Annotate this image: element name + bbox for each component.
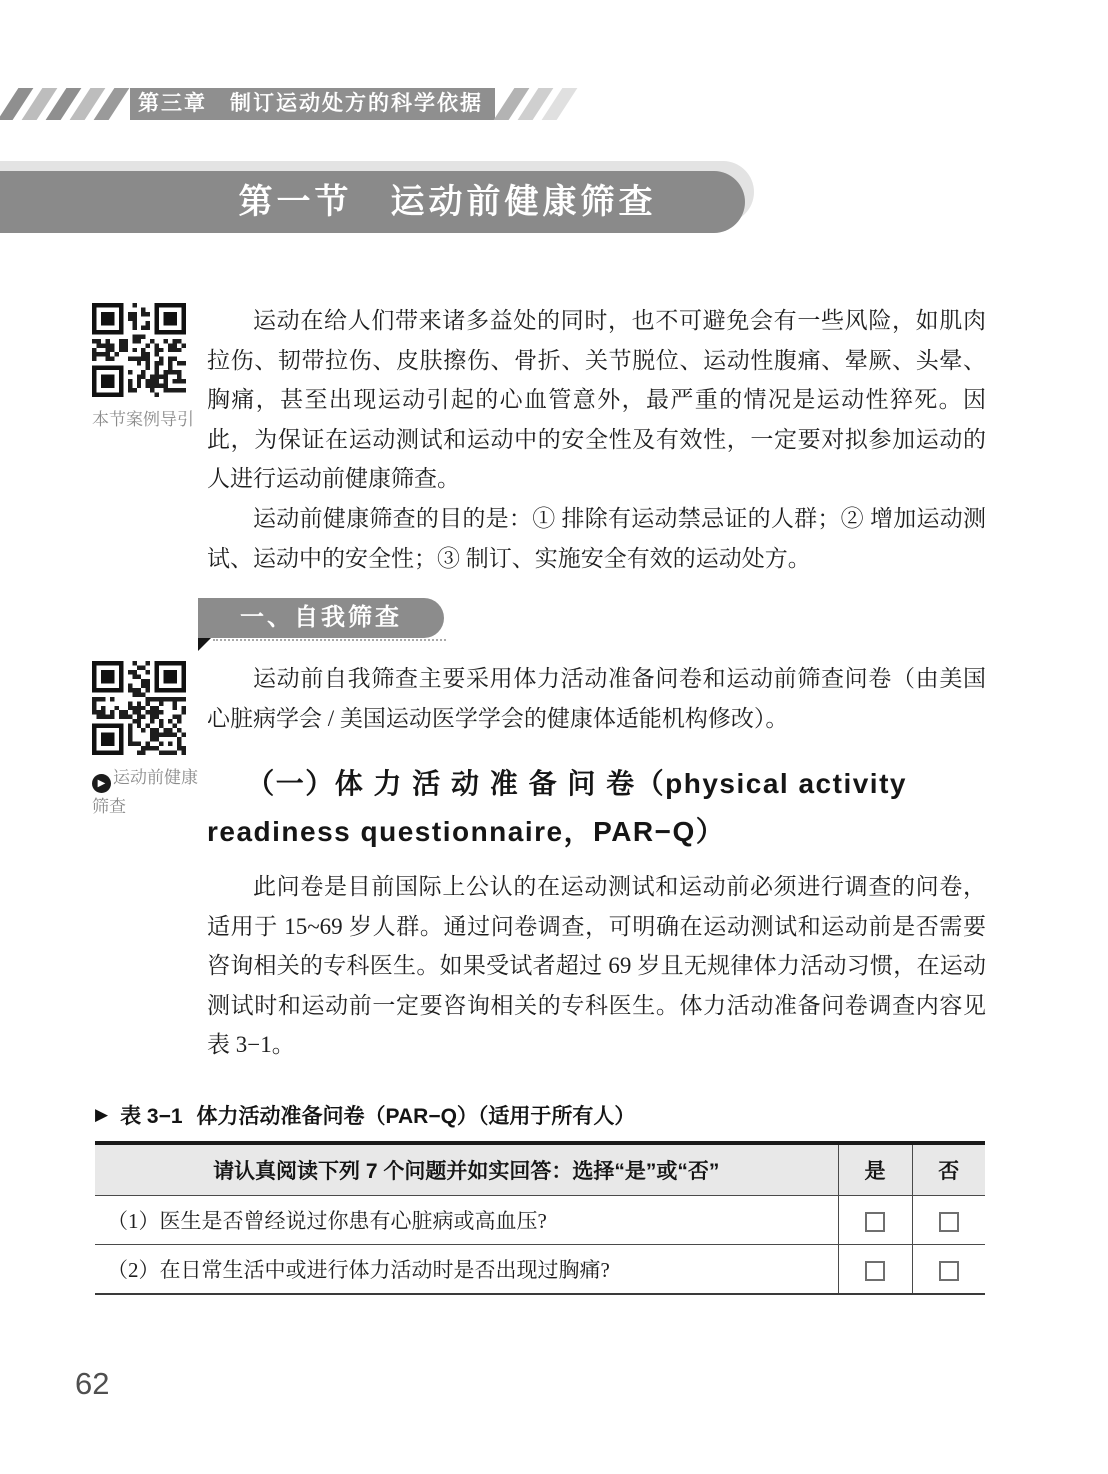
triangle-marker-icon: ▶ (95, 1105, 109, 1124)
chapter-title: 第三章 制订运动处方的科学依据 (130, 88, 495, 120)
section-title: 第一节 运动前健康筛查 (0, 171, 745, 233)
yes-checkbox[interactable] (865, 1212, 885, 1232)
qr-caption (92, 764, 198, 821)
yes-cell (838, 1245, 912, 1295)
paragraph-risks: 运动在给人们带来诸多益处的同时，也不可避免会有一些风险，如肌肉拉伤、韧带拉伤、皮肤擦伤、骨折、关节脱位、运动性腹痛、晕厥、头晕、胸痛，甚至出现运动引起的心血管意外，最严重的情况是运动性猝死。因此，为保证在运动测试和运动中的安全性及有效性，一定要对拟参加运动的人进行运动前健康筛查。 (207, 308, 986, 491)
ribbon-corner-triangle (198, 638, 211, 651)
table-header-no: 否 (912, 1143, 985, 1196)
yes-cell (838, 1196, 912, 1245)
qr-caption: 本节案例导引 (92, 410, 194, 429)
ribbon-dotted-underline (213, 639, 446, 641)
qr-caption-text: 运动前健康筛查 (92, 768, 198, 816)
question-text: （2）在日常生活中或进行体力活动时是否出现过胸痛? (95, 1245, 838, 1295)
table-caption (95, 1100, 635, 1130)
paragraph-self-screening: 运动前自我筛查主要采用体力活动准备问卷和运动前筛查问卷（由美国心脏病学会 / 美国运动医学学会的健康体适能机构修改）。 (207, 666, 986, 731)
table-caption-title: 体力活动准备问卷（PAR−Q）（适用于所有人） (196, 1105, 636, 1128)
qr-code-icon (92, 303, 186, 397)
parq-table (95, 1141, 985, 1295)
qr-code-icon (92, 661, 186, 755)
table-header-row (95, 1143, 985, 1196)
table-row (95, 1245, 985, 1295)
case-guide-qr-block (92, 303, 198, 434)
question-text: （1）医生是否曾经说过你患有心脏病或高血压? (95, 1196, 838, 1245)
table-header-question: 请认真阅读下列 7 个问题并如实回答：选择“是”或“否” (95, 1143, 838, 1196)
table-row (95, 1196, 985, 1245)
table-header-yes: 是 (838, 1143, 912, 1196)
chapter-header-bar (8, 88, 567, 120)
play-icon: ▶ (92, 774, 111, 793)
no-checkbox[interactable] (939, 1261, 959, 1281)
table-caption-label: 表 3−1 (120, 1105, 183, 1128)
screening-video-qr-block (92, 661, 198, 821)
no-checkbox[interactable] (939, 1212, 959, 1232)
subsection-heading-self-screening: 一、自我筛查 (198, 598, 444, 638)
paragraph-screening-purpose: 运动前健康筛查的目的是：① 排除有运动禁忌证的人群；② 增加运动测试、运动中的安全性；③ 制订、实施安全有效的运动处方。 (207, 506, 986, 571)
subsection-heading-parq: （一）体 力 活 动 准 备 问 卷（physical activity readiness questionnaire，PAR−Q） (207, 768, 907, 847)
yes-checkbox[interactable] (865, 1261, 885, 1281)
page-number: 62 (75, 1366, 110, 1401)
no-cell (912, 1196, 985, 1245)
paragraph-parq-description: 此问卷是目前国际上公认的在运动测试和运动前必须进行调查的问卷，适用于 15~69 岁人群。通过问卷调查，可明确在运动测试和运动前是否需要咨询相关的专科医生。如果受试者超过 69 岁且无规律体力活动习惯，在运动测试时和运动前一定要咨询相关的专科医生。体力活动准备问卷调查内容见表 3−1。 (207, 874, 986, 1057)
no-cell (912, 1245, 985, 1295)
